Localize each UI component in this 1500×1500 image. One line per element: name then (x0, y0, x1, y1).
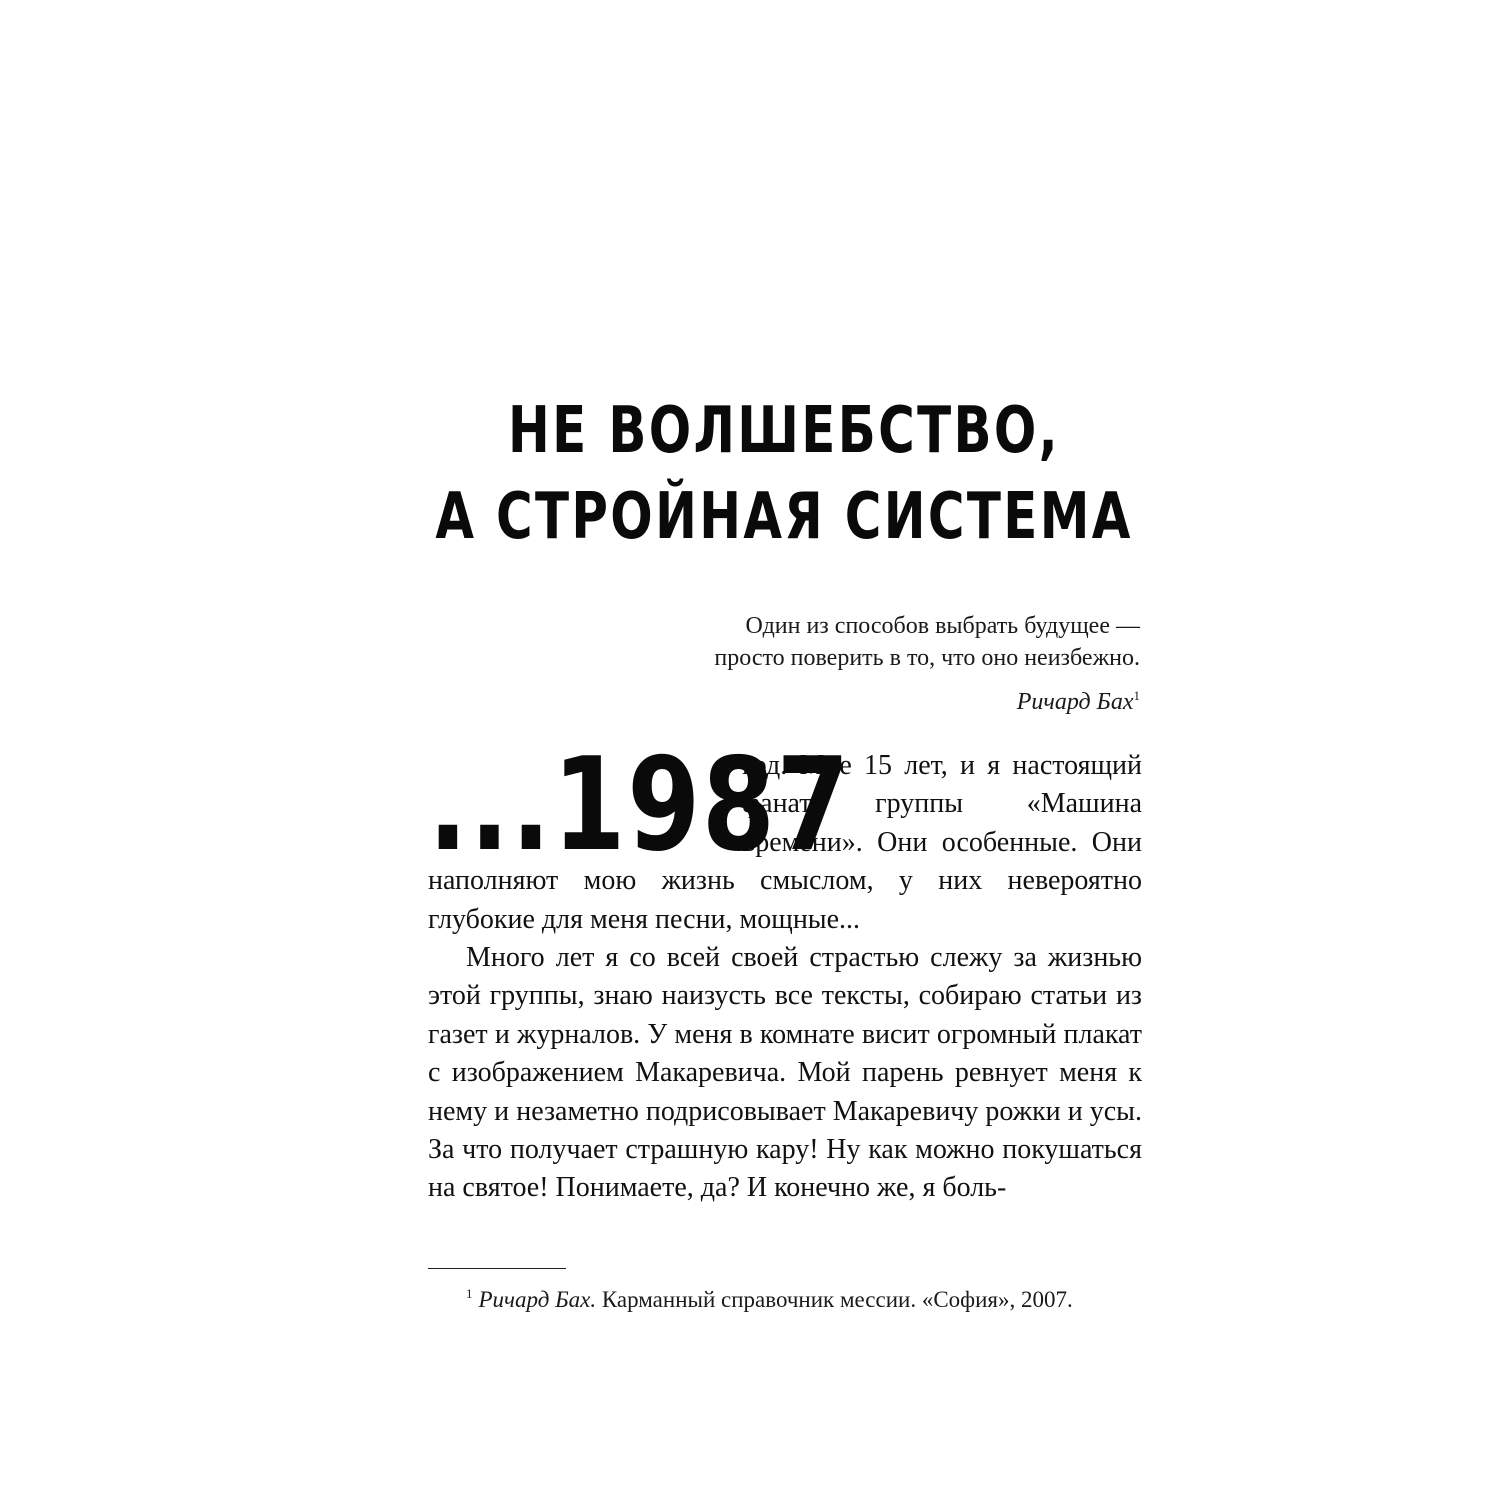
footnote-author: Ричард Бах. (478, 1287, 597, 1312)
epigraph-author: Ричард Бах (1016, 689, 1134, 715)
body-text (428, 731, 1142, 1208)
chapter-title-line-2: А СТРОЙНАЯ СИСТЕМА (435, 480, 1133, 554)
epigraph-footnote-ref: 1 (1133, 688, 1140, 703)
footnote-mark: 1 (466, 1286, 473, 1302)
footnote (428, 1283, 1142, 1317)
paragraph-1-text: год. Мне 15 лет, и я настоящий фанат группы «Машина времени». Они особенные. Они наполняют мою жизнь смыслом, у них невероятно глубокие для меня песни, мощные... (428, 750, 1142, 935)
paragraph-2: Много лет я со всей своей страстью слежу за жизнью этой группы, знаю наизусть все тексты, собираю статьи из газет и журналов. У меня в комнате висит огромный плакат с изображением Макаревича. Мой парень ревнует меня к нему и незаметно подрисовывает Макаревичу рожки и усы. За что получает страшную кару! Ну как можно покушаться на святое! Понимаете, да? И конечно же, я боль- (428, 942, 1142, 1204)
footnote-text: Карманный справочник мессии. «София», 2007. (596, 1287, 1073, 1312)
epigraph-line-1: Один из способов выбрать будущее — (745, 613, 1140, 639)
paragraph-1 (428, 731, 1142, 939)
chapter-title-line-1: НЕ ВОЛШЕБСТВО, (508, 394, 1060, 468)
footnote-divider (428, 1268, 566, 1269)
epigraph-line-2: просто поверить в то, что оно неизбежно. (714, 645, 1140, 671)
chapter-title (172, 388, 1395, 560)
epigraph-author-line (540, 686, 1140, 718)
epigraph (540, 610, 1140, 718)
dropcap-year: ...1987 (428, 731, 852, 880)
